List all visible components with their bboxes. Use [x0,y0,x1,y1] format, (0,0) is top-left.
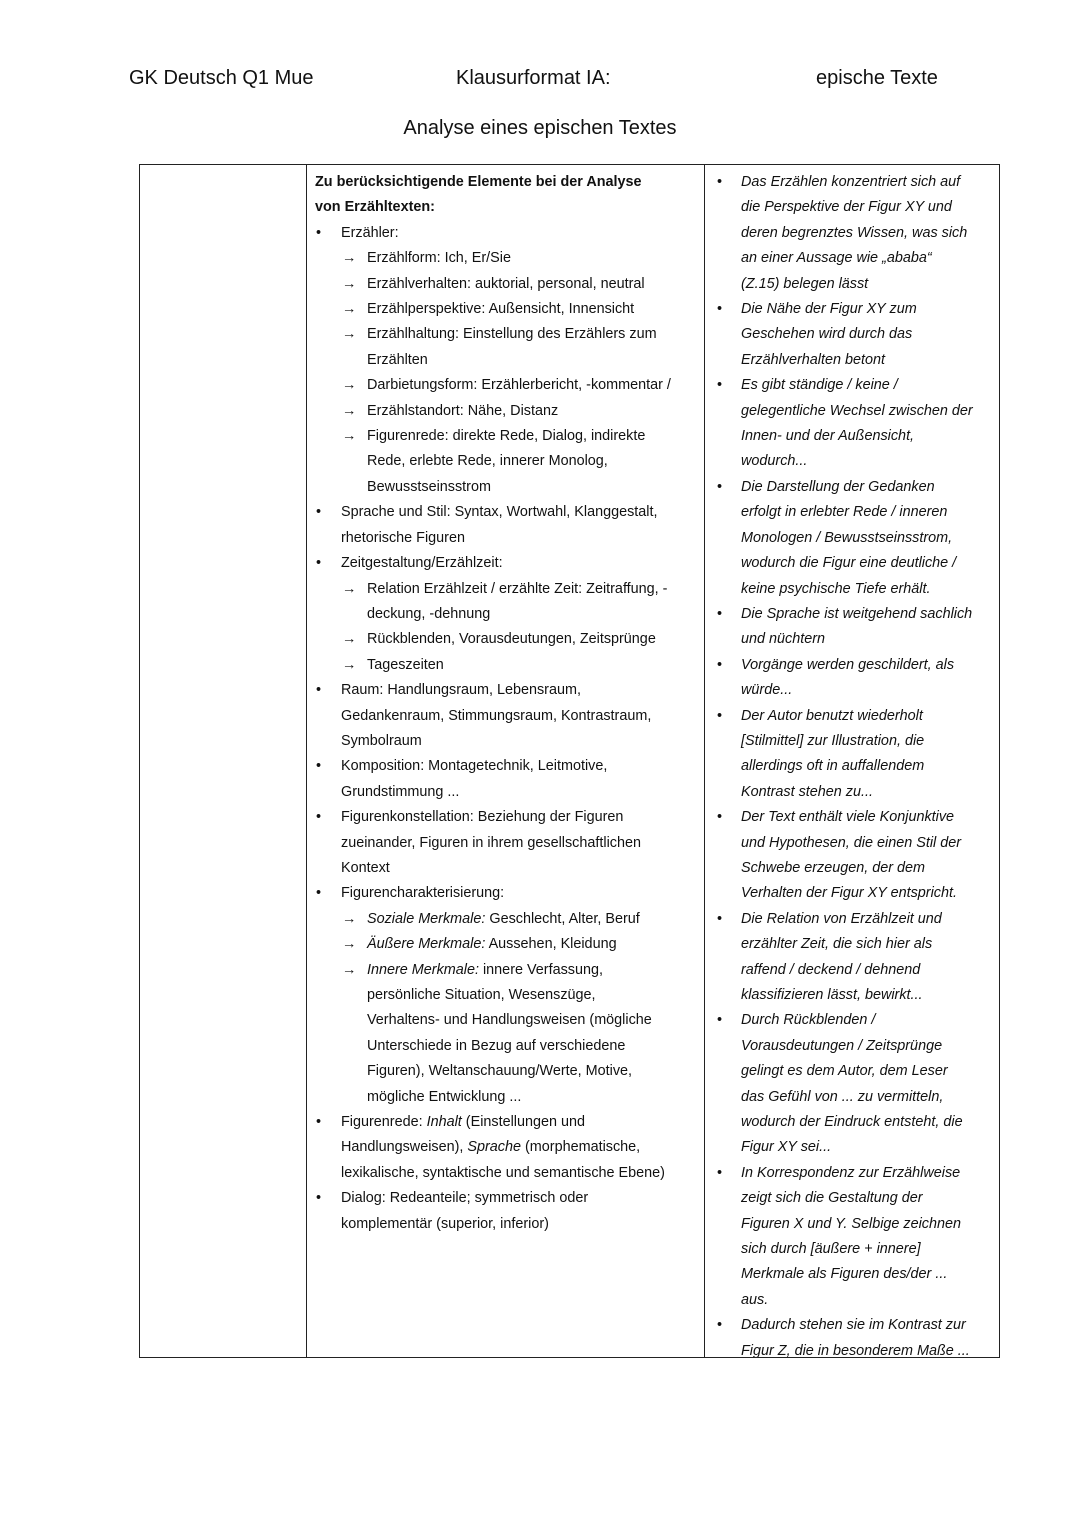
phrase-item: • Dadurch stehen sie im Kontrast zur [710,1313,996,1338]
phrase-item-cont: Merkmale als Figuren des/der ... [741,1266,948,1283]
sub-item-cont: Unterschiede in Bezug auf verschiedene [367,1037,626,1054]
bullet-icon: • [316,809,322,826]
arrow-right-icon: → [342,326,357,343]
sub-item: → Figurenrede: direkte Rede, Dialog, indirekte [315,424,703,449]
bullet-icon: • [717,809,723,826]
phrase-item: • Der Autor benutzt wiederholt [710,704,996,729]
phrase-item-cont: Kontrast stehen zu... [741,783,873,800]
sub-item-cont: Figuren), Weltanschauung/Werte, Motive, [367,1063,633,1080]
list-item: • Zeitgestaltung/Erzählzeit: [315,551,703,576]
list-item-cont: komplementär (superior, inferior) [341,1215,549,1232]
sub-item: → Rückblenden, Vorausdeutungen, Zeitsprünge [315,627,703,652]
list-item-cont: rhetorische Figuren [341,529,465,546]
arrow-right-icon: → [342,301,357,318]
elements-heading-cont: von Erzähltexten: [315,199,435,216]
list-item: • Dialog: Redeanteile; symmetrisch oder [315,1186,703,1211]
sub-item-cont: Verhaltens- und Handlungsweisen (mögliche [367,1012,652,1029]
phrase-item-cont: Schwebe erzeugen, der dem [741,859,925,876]
arrow-right-icon: → [342,428,357,445]
page-subtitle: Analyse eines epischen Textes [403,117,677,139]
list-item-cont: lexikalische, syntaktische und semantische Ebene) [341,1164,665,1181]
phrase-item-cont: Vorausdeutungen / Zeitsprünge [741,1037,943,1054]
phrase-item-cont: an einer Aussage wie „ababa“ [741,250,932,267]
list-item: • Sprache und Stil: Syntax, Wortwahl, Klanggestalt, [315,500,703,525]
bullet-icon: • [717,656,723,673]
phrase-item-cont: Figur Z, die in besonderem Maße ... [741,1342,970,1358]
list-item-cont: Symbolraum [341,732,422,749]
bullet-icon: • [316,555,322,572]
phrase-item-cont: wodurch die Figur eine deutliche / [741,555,957,572]
arrow-right-icon: → [342,402,357,419]
sub-item-cont: mögliche Entwicklung ... [367,1088,522,1105]
sub-item-cont: Erzählten [367,351,428,368]
list-item: • Erzähler: [315,221,703,246]
list-item-cont: Grundstimmung ... [341,783,460,800]
header-topic: epische Texte [816,67,938,89]
bullet-icon: • [316,504,322,521]
phrase-item-cont: Figuren X und Y. Selbige zeichnen [741,1215,962,1232]
sub-item: → Innere Merkmale: innere Verfassung, [315,958,703,983]
list-item: • Figurenrede: Inhalt (Einstellungen und [315,1110,703,1135]
bullet-icon: • [717,1317,723,1334]
arrow-right-icon: → [342,936,357,953]
bullet-icon: • [316,885,322,902]
sub-item: → Äußere Merkmale: Aussehen, Kleidung [315,932,703,957]
phrase-item-cont: allerdings oft in auffallendem [741,758,925,775]
phrase-item-cont: wodurch der Eindruck entsteht, die [741,1114,963,1131]
phrase-item: • Das Erzählen konzentriert sich auf [710,170,996,195]
phrase-item-cont: das Gefühl von ... zu vermitteln, [741,1088,944,1105]
phrase-item: • Die Nähe der Figur XY zum [710,297,996,322]
phrase-item-cont: Figur XY sei... [741,1139,832,1156]
bullet-icon: • [316,1114,322,1131]
phrase-item-cont: Innen- und der Außensicht, [741,428,915,445]
phrase-item-cont: Erzählverhalten betont [741,351,885,368]
bullet-icon: • [717,707,723,724]
elements-column [315,170,703,1237]
phrase-item-cont: klassifizieren lässt, bewirkt... [741,987,923,1003]
arrow-right-icon: → [342,961,357,978]
phrase-item-cont: zeigt sich die Gestaltung der [741,1190,923,1207]
phrase-item: • Der Text enthält viele Konjunktive [710,805,996,830]
list-item-cont: Handlungsweisen), Sprache (morphematische, [341,1139,641,1156]
arrow-right-icon: → [342,250,357,267]
sub-item: → Darbietungsform: Erzählerbericht, -kommentar / [315,373,703,398]
phrases-column [710,170,996,1358]
arrow-right-icon: → [342,910,357,927]
phrase-item-cont: [Stilmittel] zur Illustration, die [741,732,925,749]
phrase-item-cont: würde... [741,682,793,699]
list-item-cont: Kontext [341,859,390,876]
phrase-item-cont: Verhalten der Figur XY entspricht. [741,885,957,902]
phrase-item-cont: sich durch [äußere + innere] [741,1241,921,1258]
bullet-icon: • [717,301,723,318]
header-format: Klausurformat IA: [456,67,611,89]
list-item-cont: Gedankenraum, Stimmungsraum, Kontrastraum, [341,707,652,724]
phrase-item-cont: Geschehen wird durch das [741,326,913,343]
arrow-right-icon: → [342,377,357,394]
phrase-item-cont: Monologen / Bewusstseinsstrom, [741,529,953,546]
sub-item-cont: persönliche Situation, Wesenszüge, [367,987,596,1003]
phrase-item-cont: erfolgt in erlebter Rede / inneren [741,504,948,521]
bullet-icon: • [316,682,322,699]
sub-item: → Erzählperspektive: Außensicht, Innensicht [315,297,703,322]
phrase-item: • Die Sprache ist weitgehend sachlich [710,602,996,627]
elements-heading: Zu berücksichtigende Elemente bei der Analyse [315,174,642,190]
header-course: GK Deutsch Q1 Mue [129,67,314,89]
phrase-item-cont: gelegentliche Wechsel zwischen der [741,402,973,419]
arrow-right-icon: → [342,275,357,292]
analysis-table [139,164,1000,1358]
phrase-item-cont: raffend / deckend / dehnend [741,961,921,978]
bullet-icon: • [316,224,322,241]
phrase-item-cont: (Z.15) belegen lässt [741,275,869,292]
sub-item-cont: Rede, erlebte Rede, innerer Monolog, [367,453,608,470]
arrow-right-icon: → [342,656,357,673]
bullet-icon: • [717,1164,723,1181]
list-item: • Figurencharakterisierung: [315,881,703,906]
phrase-item: • In Korrespondenz zur Erzählweise [710,1161,996,1186]
phrase-item-cont: die Perspektive der Figur XY und [741,199,952,216]
sub-item: → Erzählverhalten: auktorial, personal, neutral [315,272,703,297]
bullet-icon: • [717,377,723,394]
bullet-icon: • [717,174,723,190]
phrase-item-cont: keine psychische Tiefe erhält. [741,580,931,597]
sub-item: → Tageszeiten [315,653,703,678]
bullet-icon: • [717,1012,723,1029]
sub-item-cont: Bewusstseinsstrom [367,478,491,495]
arrow-right-icon: → [342,631,357,648]
phrase-item-cont: aus. [741,1291,769,1308]
column-divider-2 [704,165,705,1357]
bullet-icon: • [717,910,723,927]
phrase-item: • Die Relation von Erzählzeit und [710,907,996,932]
phrase-item-cont: wodurch... [741,453,808,470]
arrow-right-icon: → [342,580,357,597]
list-item-cont: zueinander, Figuren in ihrem gesellschaftlichen [341,834,641,851]
phrase-item-cont: deren begrenztes Wissen, was sich [741,224,968,241]
list-item: • Raum: Handlungsraum, Lebensraum, [315,678,703,703]
list-item: • Komposition: Montagetechnik, Leitmotive, [315,754,703,779]
sub-item: → Erzählstandort: Nähe, Distanz [315,399,703,424]
sub-item: → Relation Erzählzeit / erzählte Zeit: Zeitraffung, - [315,577,703,602]
column-divider-1 [306,165,307,1357]
list-item: • Figurenkonstellation: Beziehung der Figuren [315,805,703,830]
phrase-item: • Die Darstellung der Gedanken [710,475,996,500]
bullet-icon: • [316,1190,322,1207]
phrase-item-cont: erzählter Zeit, die sich hier als [741,936,933,953]
phrase-item-cont: gelingt es dem Autor, dem Leser [741,1063,948,1080]
sub-item: → Erzählform: Ich, Er/Sie [315,246,703,271]
bullet-icon: • [717,478,723,495]
sub-item: → Erzählhaltung: Einstellung des Erzählers zum [315,322,703,347]
phrase-item-cont: und nüchtern [741,631,826,648]
bullet-icon: • [717,605,723,622]
phrase-item: • Vorgänge werden geschildert, als [710,653,996,678]
phrase-item-cont: und Hypothesen, die einen Stil der [741,834,962,851]
bullet-icon: • [316,758,322,775]
sub-item-cont: deckung, -dehnung [367,605,491,622]
phrase-item: • Durch Rückblenden / [710,1008,996,1033]
phrase-item: • Es gibt ständige / keine / [710,373,996,398]
sub-item: → Soziale Merkmale: Geschlecht, Alter, Beruf [315,907,703,932]
